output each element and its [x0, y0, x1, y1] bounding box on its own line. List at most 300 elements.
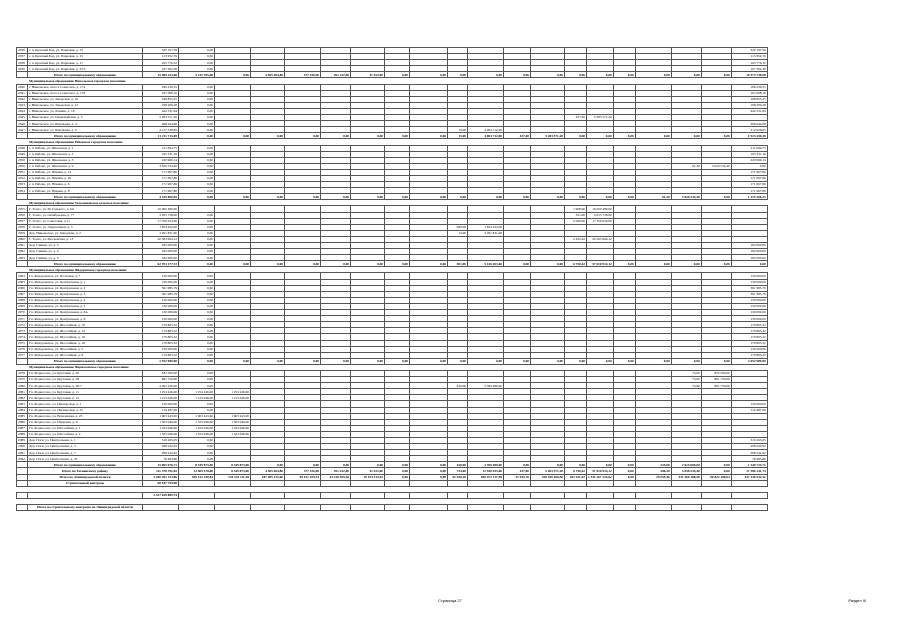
value-cell: 280,00 [448, 224, 468, 230]
value-cell: 1 523 046,00 [179, 431, 215, 437]
value-cell: 3 399 480,00 [468, 383, 504, 389]
value-cell: 0,00 [531, 194, 565, 200]
value-cell: 179 803,32 [143, 334, 179, 340]
row-number-cell: 2082 [17, 395, 28, 401]
value-cell: 0,00 [179, 273, 215, 279]
value-cell: 198 209,28 [143, 102, 179, 108]
value-cell: 734,00 [448, 468, 468, 474]
value-cell: 130 000,00 [143, 273, 179, 279]
value-cell: 298 242,92 [143, 450, 179, 456]
value-cell: 182 000,00 [143, 255, 179, 261]
value-cell: 0,00 [701, 468, 731, 474]
value-cell: 650 071 117,99 [468, 474, 504, 480]
address-cell: г. п. Рябово, ул. Южная, д. 8 [28, 188, 143, 194]
value-cell: 0,00 [701, 72, 731, 78]
address-cell: Дер. Глинки, ул. д. 4 [28, 249, 143, 255]
address-cell: Г. Тосно, ул. Московская, д. 13 [28, 236, 143, 242]
value-cell: 321,00 [565, 212, 587, 218]
value-cell: 0,00 [285, 133, 321, 139]
value-cell: 0,00 [468, 194, 504, 200]
value-cell: 0,00 [179, 127, 215, 133]
address-cell: Гп. Форносово, ул. Круговая, д. 30/7 [28, 383, 143, 389]
address-cell: Гп. Форносово, ул. Пионерская, д. 1 [28, 401, 143, 407]
value-cell: 130 000,00 [731, 310, 767, 316]
value-cell: 120 143 111,28 [215, 474, 251, 480]
address-cell: Гп. Фёдоровское, ул. Шоссейная, д. 5 [28, 346, 143, 352]
value-cell: 0,00 [701, 194, 731, 200]
value-cell: 195 331,16 [143, 151, 179, 157]
value-cell: 0,00 [731, 163, 767, 169]
value-cell: 0,00 [385, 72, 410, 78]
address-cell: Гп. Форносово, ул. Вокзальная, д. 23 [28, 413, 143, 419]
address-cell: Итого по строительному контролю по Ленинградской области [28, 505, 143, 511]
value-cell: 0,00 [179, 358, 215, 364]
row-number-cell: 2046 [17, 121, 28, 127]
value-cell: 1 003 443,00 [215, 413, 251, 419]
value-cell: 1 254 246,00 [143, 389, 179, 395]
value-cell: 0,00 [179, 340, 215, 346]
value-cell: 0,00 [410, 72, 448, 78]
value-cell: 0,00 [504, 72, 531, 78]
value-cell: 0,00 [179, 90, 215, 96]
value-cell: 0,00 [671, 133, 701, 139]
row-number-cell: 2050 [17, 163, 28, 169]
value-cell: 316 265,05 [731, 438, 767, 444]
value-cell: 4 335 800,65 [143, 194, 179, 200]
row-number-cell: 2070 [17, 310, 28, 316]
value-cell [143, 505, 179, 511]
value-cell: 0,00 [448, 72, 468, 78]
value-cell: 130 000,00 [731, 279, 767, 285]
row-number-cell: 2040 [17, 84, 28, 90]
value-cell: 437,00 [565, 115, 587, 121]
value-cell: 3 399 480,00 [468, 462, 504, 468]
address-cell: Гп. Фёдоровское, ул. Центральная, д. 4 [28, 297, 143, 303]
value-cell: 75,00 [671, 383, 701, 389]
value-cell: 832 500,00 [701, 370, 731, 376]
value-cell: 1 854 432,00 [468, 224, 504, 230]
value-cell: 0,00 [179, 163, 215, 169]
row-number-cell: 2086 [17, 419, 28, 425]
value-cell: 182 000,00 [731, 249, 767, 255]
value-cell: 0,00 [351, 133, 385, 139]
value-cell: 0,00 [613, 462, 635, 468]
value-cell: 182 000,00 [143, 243, 179, 249]
value-cell: 16 000 480,00 [587, 206, 614, 212]
section-title: Муниципальное образование Фёдоровское городское поселение [28, 267, 768, 273]
value-cell: 130 000,00 [143, 316, 179, 322]
address-cell: Г. Тосно, ул. М. Горького, д.12а [28, 206, 143, 212]
row-number-cell: 2063 [17, 255, 28, 261]
value-cell: 3 020 534,40 [671, 194, 701, 200]
value-cell: 61,20 [635, 194, 671, 200]
value-cell: 2 615 000,00 [671, 462, 701, 468]
table-body [17, 48, 768, 511]
value-cell: 8 349 873,00 [215, 468, 251, 474]
value-cell: 198 855,25 [143, 96, 179, 102]
row-number-cell: 2080 [17, 383, 28, 389]
address-cell: г. Никольское, ул. Заводская, д. 12 [28, 102, 143, 108]
value-cell: 3 291 831,60 [143, 230, 179, 236]
value-cell: 0,00 [179, 456, 215, 462]
value-cell: 1 854 432,00 [143, 224, 179, 230]
value-cell: 1 523 046,00 [215, 425, 251, 431]
value-cell: 130 000,00 [731, 273, 767, 279]
value-cell: 57 010 914,12 [587, 468, 614, 474]
value-cell: 0,00 [671, 72, 701, 78]
value-cell: 171 967,80 [731, 175, 767, 181]
row-number-cell: 2065 [17, 279, 28, 285]
value-cell: 0,00 [179, 102, 215, 108]
value-cell: 15 589 233,68 [143, 72, 179, 78]
value-cell: 0,00 [410, 474, 448, 480]
row-number-cell: 2089 [17, 438, 28, 444]
row-number-cell: 2067 [17, 291, 28, 297]
value-cell: 0,00 [385, 261, 410, 267]
row-number-cell: 2051 [17, 169, 28, 175]
value-cell: 498 644,66 [143, 121, 179, 127]
address-cell: Итого по муниципальному образованию [28, 194, 143, 200]
value-cell: 3 020 534,40 [701, 163, 731, 169]
value-cell: 0,00 [179, 182, 215, 188]
address-cell: Дер. Поги, ул. Центральная, д. 1 [28, 438, 143, 444]
value-cell: 0,00 [635, 261, 671, 267]
value-cell: 1 254 246,00 [215, 389, 251, 395]
address-cell: Гп. Фёдоровское, ул. Центральная, д. 5 [28, 303, 143, 309]
value-cell: 0,00 [613, 468, 635, 474]
value-cell: 130 000,00 [143, 401, 179, 407]
value-cell: 0,00 [179, 310, 215, 316]
value-cell: 57 010 914,12 [587, 261, 614, 267]
value-cell: 5 215 705,60 [179, 72, 215, 78]
row-number-cell: 2074 [17, 334, 28, 340]
value-cell: 0,00 [179, 303, 215, 309]
value-cell: 0,00 [215, 133, 251, 139]
address-cell: г. Никольское, шоссе Советское, д. 178 [28, 90, 143, 96]
value-cell: 0,00 [179, 230, 215, 236]
value-cell: 171 967,80 [731, 188, 767, 194]
value-cell: 0,00 [410, 133, 448, 139]
value-cell: 0,00 [179, 188, 215, 194]
value-cell: 0,00 [635, 358, 671, 364]
value-cell: 358 550 468,50 [531, 474, 565, 480]
value-cell [410, 505, 448, 511]
value-cell: 1 523 046,00 [215, 419, 251, 425]
address-cell: Гп. Фёдоровское, ул. Центральная, д. 3 [28, 291, 143, 297]
address-cell: г. Никольское, ул. Заводская, д. 10 [28, 96, 143, 102]
value-cell: 0,00 [179, 291, 215, 297]
value-cell: 179 803,32 [731, 352, 767, 358]
value-cell: 0,00 [251, 462, 285, 468]
value-cell: 58 151 109,34 [285, 474, 321, 480]
address-cell: г. п. Красный Бор, ул. Парковая, д. 13 [28, 48, 143, 54]
value-cell: 1 240 723,71 [731, 462, 767, 468]
value-cell: 1 123 046,00 [179, 395, 215, 401]
value-cell: 0,00 [531, 72, 565, 78]
row-number-cell: 2057 [17, 218, 28, 224]
address-cell: Дер. Никольское, ул. Заводская, д. 2 [28, 230, 143, 236]
value-cell: 0,00 [179, 285, 215, 291]
value-cell: 8 349 873,00 [215, 462, 251, 468]
value-cell: 442 531,64 [731, 108, 767, 114]
value-cell: 437,00 [504, 468, 531, 474]
value-cell: 3 266 491 133,86 [143, 474, 179, 480]
value-cell: 13,00 [448, 133, 468, 139]
row-number-cell: 2047 [17, 127, 28, 133]
address-cell: Дер. Поги, ул. Центральная, д. 3 [28, 444, 143, 450]
value-cell: 75,00 [671, 370, 701, 376]
value-cell: 361 985,79 [731, 285, 767, 291]
value-cell: 0,00 [179, 84, 215, 90]
value-cell: 0,00 [179, 194, 215, 200]
address-cell: Итого по муниципальному образованию [28, 462, 143, 468]
value-cell: 0,00 [179, 175, 215, 181]
value-cell: 0,00 [504, 194, 531, 200]
value-cell: 0,00 [448, 358, 468, 364]
address-cell: Гп. Форносово, ул. Круговая, д. 26 [28, 370, 143, 376]
value-cell: 891 750,00 [701, 377, 731, 383]
value-cell: 0,00 [179, 334, 215, 340]
value-cell: 10 373 730,08 [731, 72, 767, 78]
value-cell: 0,00 [251, 261, 285, 267]
value-cell: 0,00 [179, 370, 215, 376]
value-cell: 0,00 [251, 133, 285, 139]
value-cell: 0,00 [410, 261, 448, 267]
row-number-cell: 2073 [17, 328, 28, 334]
address-cell: Дер. Поги, ул. Центральная, д. 25 [28, 456, 143, 462]
value-cell: 329 197,59 [731, 48, 767, 54]
value-cell: 0,00 [410, 358, 448, 364]
address-cell: Итого по Тосненскому району [28, 468, 143, 474]
value-cell: 0,00 [179, 328, 215, 334]
value-cell: 167 008,10 [731, 90, 767, 96]
value-cell: 195 331,16 [731, 151, 767, 157]
value-cell: 0,00 [565, 194, 587, 200]
row-number-cell: 2058 [17, 224, 28, 230]
section-title: Муниципальное образование Тельмановское сельское поселение [28, 200, 768, 206]
row-number-cell: 2055 [17, 206, 28, 212]
value-cell: 0,00 [321, 358, 351, 364]
value-cell: 0,00 [179, 115, 215, 121]
value-cell: 891 750,00 [701, 383, 731, 389]
value-cell: 0,00 [468, 72, 504, 78]
value-cell: 4 217 338,65 [143, 127, 179, 133]
value-cell [565, 505, 587, 511]
value-cell: 1 523 046,00 [143, 419, 179, 425]
value-cell [701, 505, 731, 511]
value-cell: 0,00 [179, 54, 215, 60]
value-cell: 4 291 230,00 [143, 383, 179, 389]
value-cell: 171 967,80 [143, 169, 179, 175]
value-cell: 0,00 [251, 194, 285, 200]
value-cell: 0,00 [179, 169, 215, 175]
value-cell: 5 636 534,40 [671, 468, 701, 474]
value-cell: 0,00 [587, 194, 614, 200]
value-cell: 0,00 [179, 377, 215, 383]
value-cell: 0,00 [565, 72, 587, 78]
address-cell: г. п. Рябово, ул. Южная, д. 16 [28, 175, 143, 181]
value-cell: 0,00 [351, 261, 385, 267]
value-cell: 179 803,32 [143, 328, 179, 334]
value-cell: 186 239,55 [143, 84, 179, 90]
row-number-cell: 2045 [17, 115, 28, 121]
value-cell: 442 531,64 [143, 108, 179, 114]
value-cell: 420,00 [448, 383, 468, 389]
address-cell: Дер. Глинки, ул. д. 3 [28, 243, 143, 249]
value-cell: 11 211 713,69 [143, 133, 179, 139]
value-cell: 130 000,00 [731, 401, 767, 407]
row-number-cell: 2064 [17, 273, 28, 279]
value-cell: 61 550,20 [448, 474, 468, 480]
value-cell: 0,00 [251, 358, 285, 364]
address-cell: г. Никольское, шоссе Советское, д. 174 [28, 84, 143, 90]
value-cell: 171 967,80 [143, 182, 179, 188]
value-cell: 0,00 [410, 468, 448, 474]
address-cell: Гп. Фёдоровское, ул. Шоссейная, д. 8 [28, 352, 143, 358]
value-cell: 0,00 [179, 401, 215, 407]
row-number-cell: 2036 [17, 48, 28, 54]
row-number-cell: 2083 [17, 401, 28, 407]
address-cell: Гп. Форносово, ул. Шоссейная, д. 1 [28, 425, 143, 431]
value-cell: 130 000,00 [143, 297, 179, 303]
value-cell: 13 565 578,60 [179, 468, 215, 474]
value-cell: 0,00 [179, 157, 215, 163]
value-cell: 0,00 [701, 462, 731, 468]
value-cell: 15 005 076,71 [143, 462, 179, 468]
value-cell: 167 392,38 [731, 66, 767, 72]
value-cell: 17 350 634,00 [143, 218, 179, 224]
value-cell: 0,00 [613, 261, 635, 267]
value-cell: 0,00 [587, 72, 614, 78]
value-cell [671, 505, 701, 511]
value-cell: 0,00 [179, 450, 215, 456]
value-cell: 0,00 [701, 261, 731, 267]
value-cell: 17 350 634,00 [587, 218, 614, 224]
value-cell: 420,00 [448, 462, 468, 468]
value-cell: 0,00 [179, 133, 215, 139]
value-cell: 16 000 480,00 [143, 206, 179, 212]
value-cell: 3 291 831,60 [468, 230, 504, 236]
value-cell: 5 283 571,20 [143, 115, 179, 121]
value-cell: 409 512 249,83 [179, 474, 215, 480]
value-cell: 0,00 [179, 236, 215, 242]
value-cell: 0,00 [385, 468, 410, 474]
value-cell: 5 146 263,60 [468, 261, 504, 267]
value-cell [179, 505, 215, 511]
value-cell: 2 552 989,00 [143, 358, 179, 364]
value-cell: 4 004 712,00 [468, 127, 504, 133]
value-cell: 179 803,32 [143, 352, 179, 358]
value-cell [321, 505, 351, 511]
value-cell: 1 123 046,00 [143, 395, 179, 401]
value-cell: 3 055 758,00 [587, 212, 614, 218]
row-number-cell: 2085 [17, 413, 28, 419]
address-cell: Гп. Форносово, ул. Парковая, д. 9 [28, 419, 143, 425]
value-cell: 298 242,92 [731, 444, 767, 450]
value-cell: 1 341 267 224,62 [588, 474, 612, 479]
value-cell: 0,00 [179, 279, 215, 285]
value-cell [468, 505, 504, 511]
value-cell: 0,00 [179, 212, 215, 218]
value-cell: 3 020 534,40 [143, 163, 179, 169]
row-number-cell: 2092 [17, 456, 28, 462]
value-cell: 119 487,00 [143, 407, 179, 413]
value-cell: 165 776,32 [143, 60, 179, 66]
address-cell: Гп. Форносово, ул. Круговая, д. 15 [28, 395, 143, 401]
row-number-cell: 2077 [17, 352, 28, 358]
row-number-cell: 2056 [17, 212, 28, 218]
value-cell: 167 008,10 [143, 90, 179, 96]
value-cell: 182 000,00 [731, 243, 767, 249]
value-cell: 0,00 [635, 133, 671, 139]
value-cell: 0,00 [635, 72, 671, 78]
value-cell [613, 505, 635, 511]
address-cell: Гп. Форносово, ул. Пионерская, д. 25 [28, 407, 143, 413]
value-cell: 130 000,00 [143, 310, 179, 316]
value-cell: 119 487,00 [731, 407, 767, 413]
row-number-cell: 2084 [17, 407, 28, 413]
value-cell: 1 923 430,49 [731, 133, 767, 139]
value-cell: 0,00 [285, 462, 321, 468]
value-cell: 1 315 266,25 [731, 194, 767, 200]
value-cell: 29 055,56 [635, 474, 671, 480]
spreadsheet-table [16, 47, 768, 511]
row-number-cell: 2054 [17, 188, 28, 194]
value-cell: 211 094,75 [731, 145, 767, 151]
value-cell: 130 000,00 [143, 346, 179, 352]
row-number-cell: 2078 [17, 370, 28, 376]
value-cell: 41 522,00 [351, 468, 385, 474]
address-cell: Гп. Форносово, ул. Круговая, д. 11 [28, 389, 143, 395]
address-cell: Дер. Поги, ул. Центральная, д. 7 [28, 450, 143, 456]
value-cell: 179 803,32 [143, 340, 179, 346]
value-cell: 187 485 123,60 [251, 474, 285, 480]
value-cell: 0,00 [179, 322, 215, 328]
value-cell: 1 003 443,00 [143, 413, 179, 419]
value-cell: 5 283 571,20 [531, 468, 565, 474]
value-cell: 0,00 [565, 133, 587, 139]
section-label: Раздел III [848, 598, 866, 603]
value-cell: 0,00 [410, 194, 448, 200]
value-cell: 0,00 [385, 462, 410, 468]
value-cell: 198 209,28 [731, 102, 767, 108]
value-cell: 0,00 [285, 261, 321, 267]
value-cell [448, 505, 468, 511]
row-number-cell: 2049 [17, 151, 28, 157]
value-cell: 2 069,00 [565, 218, 587, 224]
address-cell: Гп. Фёдоровское, ул. Центральная, д. 1 [28, 279, 143, 285]
value-cell: 0,00 [179, 438, 215, 444]
row-number-cell: 2072 [17, 322, 28, 328]
row-number-cell: 2053 [17, 182, 28, 188]
value-cell: 298 242,92 [143, 444, 179, 450]
value-cell: 0,00 [565, 462, 587, 468]
value-cell: 286,20 [635, 468, 671, 474]
value-cell: 0,00 [179, 224, 215, 230]
value-cell: 0,00 [587, 358, 614, 364]
value-cell: 0,00 [179, 151, 215, 157]
address-cell: г. п. Красный Бор, ул. Парковая, д. 15 [28, 54, 143, 60]
value-cell: 1 523 046,00 [179, 425, 215, 431]
value-cell: 182 000,00 [731, 255, 767, 261]
value-cell: 0,00 [613, 194, 635, 200]
row-number-cell: 2048 [17, 145, 28, 151]
value-cell: 179 803,32 [731, 340, 767, 346]
value-cell: 0,00 [587, 462, 614, 468]
address-cell: г. п. Рябово, ул. Школьная, д. 2 [28, 151, 143, 157]
value-cell: 0,00 [701, 133, 731, 139]
value-cell: 0,00 [215, 358, 251, 364]
